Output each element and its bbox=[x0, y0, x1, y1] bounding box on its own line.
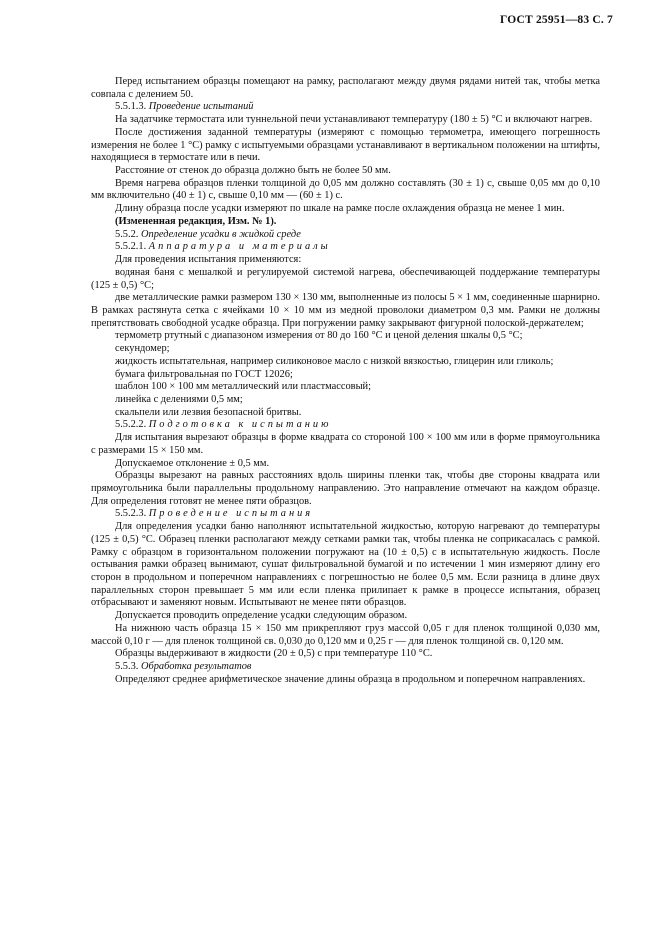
section-number: 5.5.2.2. bbox=[115, 419, 147, 431]
section-number: 5.5.3. bbox=[115, 661, 139, 673]
section-title: Аппаратура и материалы bbox=[148, 241, 331, 253]
section-heading bbox=[91, 661, 600, 674]
list-item: термометр ртутный с диапазоном измерения от 80 до 160 °С и ценой деления шкалы 0,5 °С; bbox=[115, 330, 523, 342]
list-item: водяная баня с мешалкой и регулируемой системой нагрева, обеспечивающей поддержание температуры (125 ± 0,5) °С; bbox=[91, 266, 600, 291]
list-item: скальпели или лезвия безопасной бритвы. bbox=[115, 406, 302, 418]
section-number: 5.5.2.1. bbox=[115, 241, 147, 253]
section-number: 5.5.2. bbox=[115, 228, 139, 240]
section-number: 5.5.2.3. bbox=[115, 508, 147, 520]
list-item: бумага фильтровальная по ГОСТ 12026; bbox=[115, 368, 293, 380]
paragraph: Длину образца после усадки измеряют по шкале на рамке после охлаждения образца не менее 1 мин. bbox=[115, 203, 565, 215]
section-heading bbox=[91, 241, 600, 254]
section-title: Подготовка к испытанию bbox=[148, 419, 332, 431]
paragraph: На нижнюю часть образца 15 × 150 мм прикрепляют груз массой 0,05 г для пленок толщиной 0,030 мм, массой 0,10 г — для пленок толщиной св. 0,030 до 0,120 мм и 0,25 г — для пленок толщиной св. 0,120 мм. bbox=[91, 622, 600, 647]
section-heading bbox=[91, 101, 600, 114]
paragraph: Образцы выдерживают в жидкости (20 ± 0,5) с при температуре 110 °С. bbox=[115, 648, 433, 660]
paragraph: Время нагрева образцов пленки толщиной до 0,05 мм должно составлять (30 ± 1) с, свыше 0,05 мм до 0,10 мм включительно (40 ± 1) с, свыше 0,10 мм — (60 ± 1) с. bbox=[91, 177, 600, 202]
document-body bbox=[91, 76, 600, 687]
list-item: шаблон 100 × 100 мм металлический или пластмассовый; bbox=[115, 381, 372, 393]
paragraph: Образцы вырезают на равных расстояниях вдоль ширины пленки так, чтобы две стороны квадрата или прямоугольника были параллельны продольному направлению. Это направление отмечают на каждом образце. Для определения готовят не менее пяти образцов. bbox=[91, 470, 600, 507]
paragraph: Расстояние от стенок до образца должно быть не более 50 мм. bbox=[115, 165, 391, 177]
paragraph: Перед испытанием образцы помещают на рамку, располагают между двумя рядами нитей так, чтобы метка совпала с делением 50. bbox=[91, 76, 600, 100]
list-item: линейка с делениями 0,5 мм; bbox=[115, 393, 243, 405]
section-heading bbox=[91, 508, 600, 521]
paragraph: Определяют среднее арифметическое значение длины образца в продольном и поперечном направлениях. bbox=[115, 673, 586, 685]
section-title: Проведение испытаний bbox=[148, 101, 254, 113]
edit-note: (Измененная редакция, Изм. № 1). bbox=[115, 215, 277, 227]
paragraph: Допускаемое отклонение ± 0,5 мм. bbox=[115, 457, 270, 469]
section-heading bbox=[91, 229, 600, 242]
section-title: Определение усадки в жидкой среде bbox=[141, 228, 301, 240]
list-item: секундомер; bbox=[115, 343, 170, 355]
paragraph: Для проведения испытания применяются: bbox=[115, 254, 302, 266]
section-title: Обработка результатов bbox=[141, 661, 252, 673]
list-item: две металлические рамки размером 130 × 130 мм, выполненные из полосы 5 × 1 мм, соединенные шарнирно. В рамках растянута сетка с ячейками 10 × 10 мм из медной проволоки диаметром 0,3 мм. Рамки не должны препятствовать свободной усадке образца. При погружении рамку закрывают фигурной полоской-держателем; bbox=[91, 292, 600, 329]
paragraph: Допускается проводить определение усадки следующим образом. bbox=[115, 610, 408, 622]
section-title: Проведение испытания bbox=[148, 508, 314, 520]
list-item: жидкость испытательная, например силиконовое масло с низкой вязкостью, глицерин или гликоль; bbox=[115, 355, 554, 367]
section-heading bbox=[91, 419, 600, 432]
paragraph: На задатчике термостата или туннельной печи устанавливают температуру (180 ± 5) °С и включают нагрев. bbox=[115, 114, 593, 126]
paragraph: Для испытания вырезают образцы в форме квадрата со стороной 100 × 100 мм или в форме прямоугольника с размерами 15 × 150 мм. bbox=[91, 432, 600, 456]
paragraph: После достижения заданной температуры (измеряют с помощью термометра, имеющего погрешность измерения не более 1 °С) рамку с испытуемыми образцами устанавливают в вертикальном положении на штифты, находящиеся в термостате или в печи. bbox=[91, 126, 600, 164]
paragraph: Для определения усадки баню наполняют испытательной жидкостью, которую нагревают до температуры (125 ± 0,5) °С. Образец пленки располагают между сетками рамки так, чтобы пленка не соприкасалась с рамкой. Рамку с образцом в горизонтальном положении погружают на (10 ± 0,5) с в испытательную жидкость. После остывания рамки образец вынимают, сушат фильтровальной бумагой и по истечении 1 мин измеряют длину его сторон в продольном и поперечном направлениях с погрешностью не более 0,5 мм. Если разница в длине двух параллельных сторон превышает 5 мм или если пленка прилипает к рамке в процессе испытания, образец отбрасывают и заменяют новым. Испытывают не менее пяти образцов. bbox=[91, 521, 600, 609]
page-header: ГОСТ 25951—83 С. 7 bbox=[500, 14, 613, 26]
section-number: 5.5.1.3. bbox=[115, 101, 147, 113]
